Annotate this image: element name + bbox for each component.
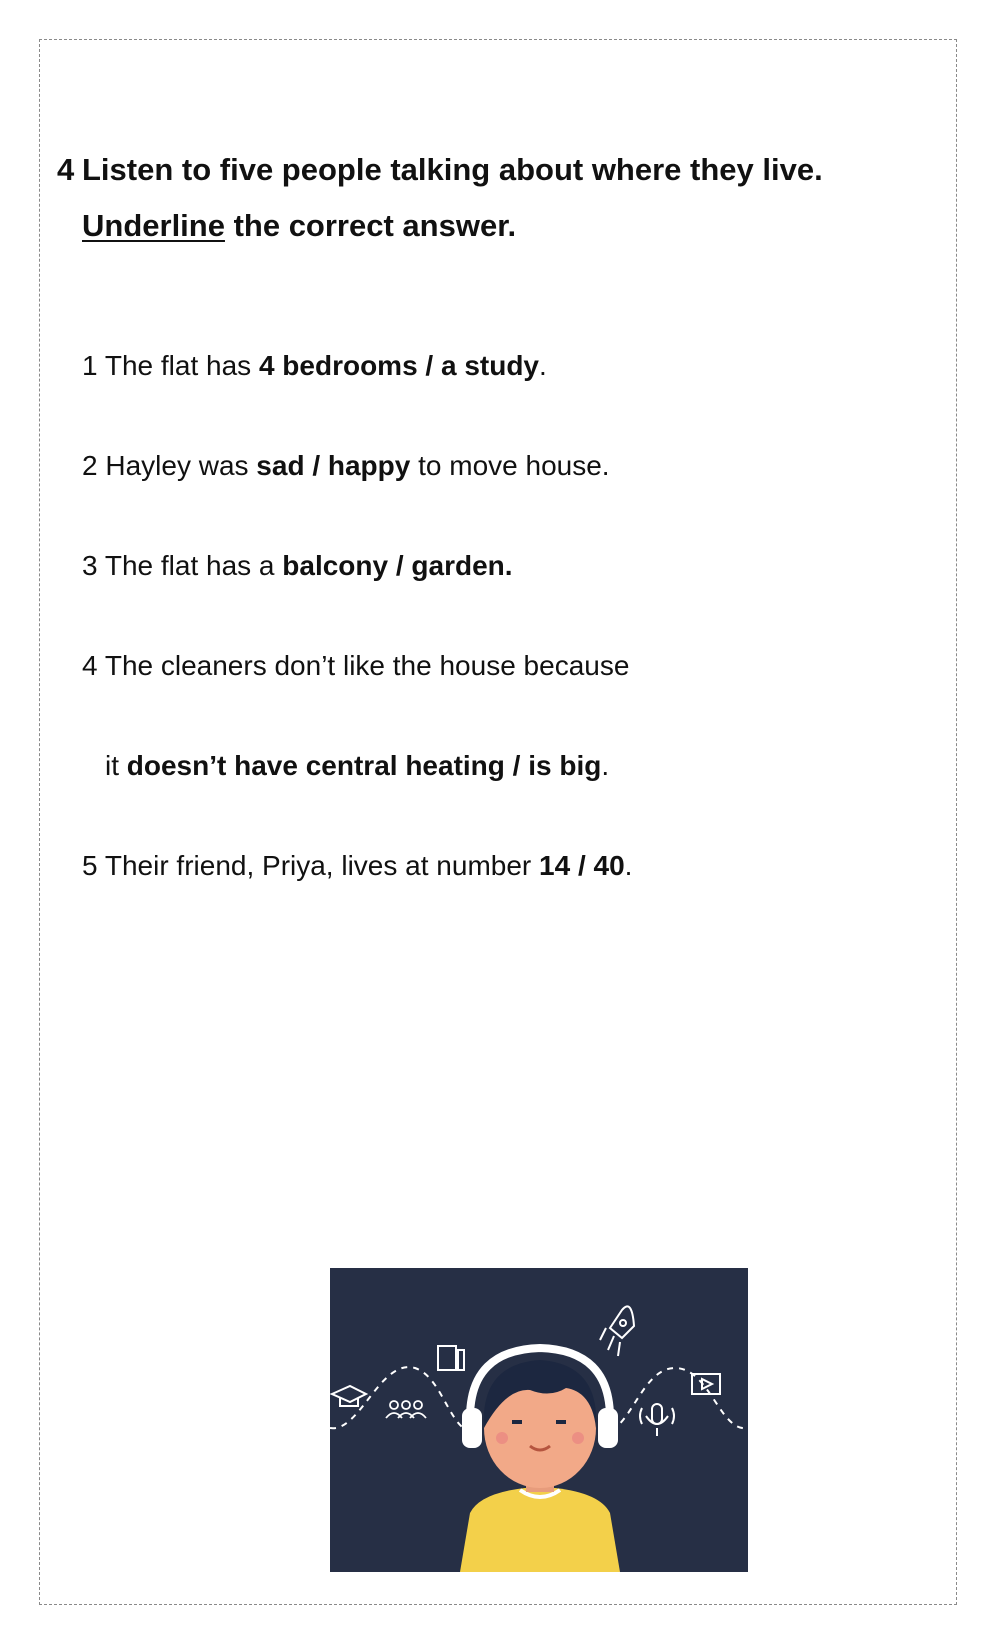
- question-text: 2 Hayley was: [82, 450, 257, 481]
- question-4: [82, 650, 629, 682]
- task-instruction-line2: [82, 198, 516, 254]
- question-4-continued: [105, 750, 609, 782]
- task-number: 4: [57, 152, 75, 187]
- answer-choices[interactable]: 4 bedrooms / a study: [258, 350, 540, 381]
- listening-boy-illustration: [330, 1268, 748, 1572]
- headphone-right: [598, 1408, 618, 1448]
- underline-word: Underline: [82, 208, 225, 243]
- cheek-left: [496, 1432, 508, 1444]
- shirt: [460, 1488, 620, 1572]
- question-5: [82, 850, 632, 882]
- answer-choices[interactable]: sad / happy: [256, 450, 411, 481]
- question-text: 4 The cleaners don’t like the house because: [82, 650, 630, 681]
- eye-left: [512, 1420, 522, 1424]
- answer-choices[interactable]: doesn’t have central heating / is big: [126, 750, 602, 781]
- cheek-right: [572, 1432, 584, 1444]
- task-instruction-rest: the correct answer.: [224, 208, 517, 243]
- task-instruction-line1: Listen to five people talking about where they live.: [82, 152, 823, 187]
- question-text: 5 Their friend, Priya, lives at number: [82, 850, 540, 881]
- headphone-left: [462, 1408, 482, 1448]
- question-2: [82, 450, 610, 482]
- question-1: [82, 350, 547, 382]
- question-text: 3 The flat has a: [82, 550, 283, 581]
- question-text-end: to move house.: [410, 450, 610, 481]
- question-text: it: [105, 750, 127, 781]
- question-text-end: .: [539, 350, 547, 381]
- answer-choices[interactable]: balcony / garden.: [282, 550, 513, 581]
- question-text: 1 The flat has: [82, 350, 259, 381]
- answer-choices[interactable]: 14 / 40: [539, 850, 625, 881]
- question-3: [82, 550, 513, 582]
- question-text-end: .: [624, 850, 633, 881]
- question-text-end: .: [601, 750, 610, 781]
- eye-right: [556, 1420, 566, 1424]
